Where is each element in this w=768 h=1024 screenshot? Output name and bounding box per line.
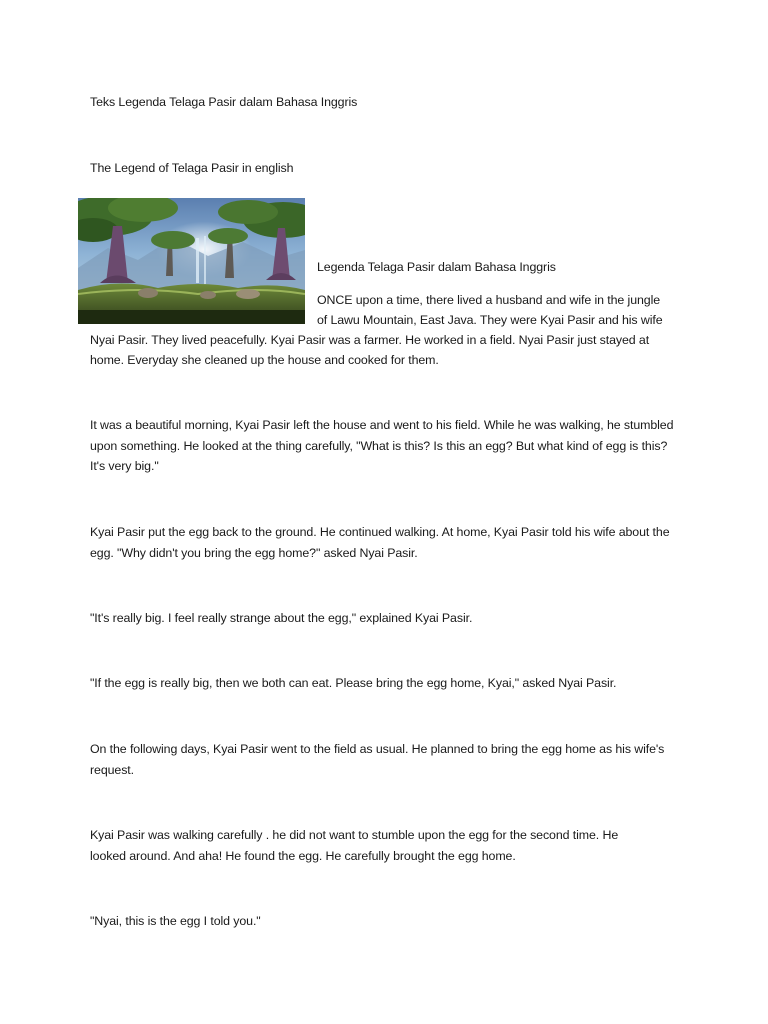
story-paragraph: On the following days, Kyai Pasir went to the field as usual. He planned to bring the egg home as his wife's request. [90, 742, 665, 777]
intro-line-2: of Lawu Mountain, East Java. They were Kyai Pasir and his wife [317, 313, 663, 327]
intro-line-1: ONCE upon a time, there lived a husband and wife in the jungle [317, 293, 661, 307]
story-paragraph: "It's really big. I feel really strange about the egg," explained Kyai Pasir. [90, 611, 473, 625]
jungle-landscape-illustration [78, 198, 305, 324]
page-heading-indonesian: Teks Legenda Telaga Pasir dalam Bahasa Inggris [90, 95, 358, 109]
story-title: Legenda Telaga Pasir dalam Bahasa Inggris [317, 260, 556, 274]
story-paragraph: Kyai Pasir was walking carefully . he did not want to stumble upon the egg for the second time. He looked around. And aha! He found the egg. He carefully brought the egg home. [90, 828, 619, 863]
intro-line-3: Nyai Pasir. They lived peacefully. Kyai Pasir was a farmer. He worked in a field. Nyai Pasir just stayed at [90, 333, 650, 347]
page-heading-english: The Legend of Telaga Pasir in english [90, 161, 294, 175]
story-paragraph: It was a beautiful morning, Kyai Pasir left the house and went to his field. While he was walking, he stumbled upon something. He looked at the thing carefully, "What is this? Is this an egg? But what kind of egg is this? It's very big." [90, 418, 674, 473]
story-paragraph: "If the egg is really big, then we both can eat. Please bring the egg home, Kyai," asked Nyai Pasir. [90, 676, 617, 690]
intro-line-4: home. Everyday she cleaned up the house and cooked for them. [90, 353, 439, 367]
story-paragraph: "Nyai, this is the egg I told you." [90, 914, 261, 928]
story-paragraph: Kyai Pasir put the egg back to the ground. He continued walking. At home, Kyai Pasir told his wife about the egg. "Why didn't you bring the egg home?" asked Nyai Pasir. [90, 525, 670, 560]
